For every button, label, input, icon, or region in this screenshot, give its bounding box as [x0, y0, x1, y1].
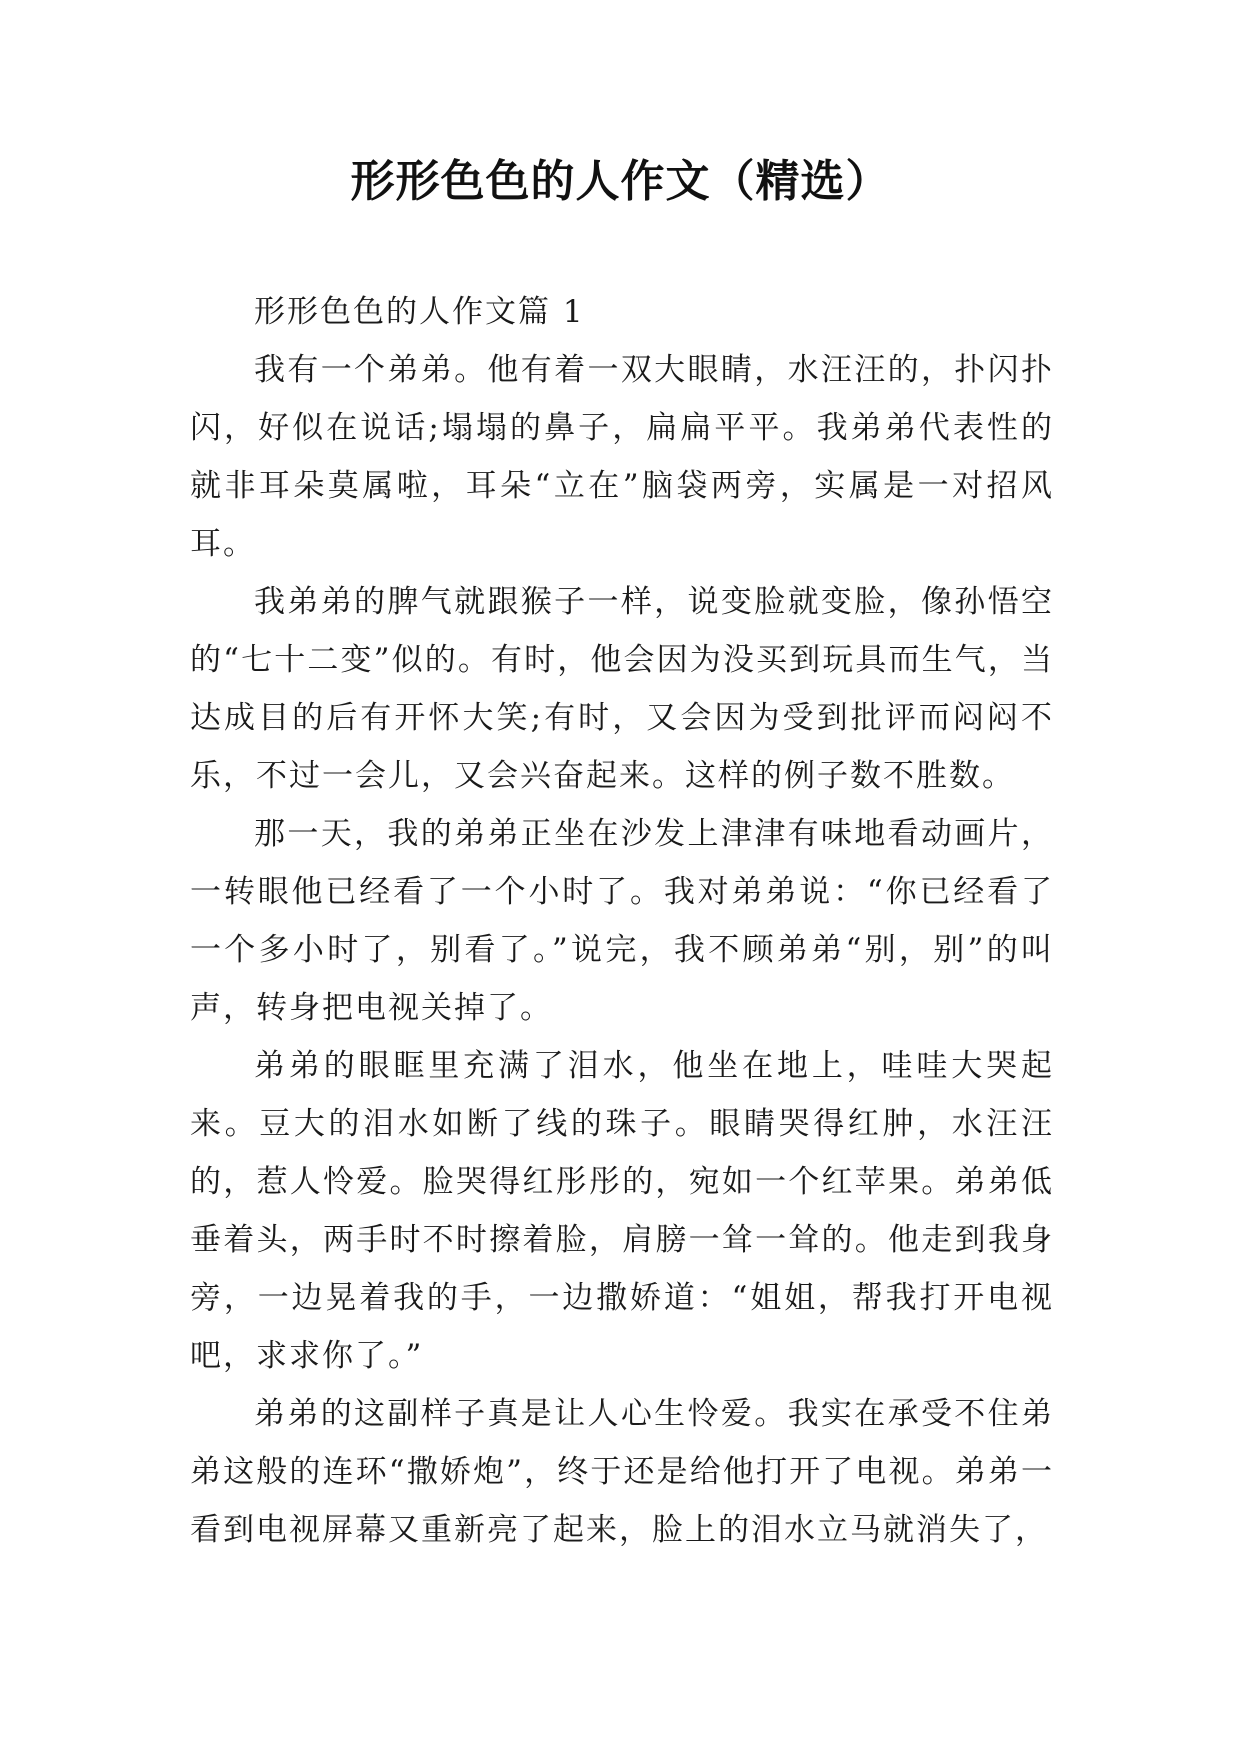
paragraph: 那一天，我的弟弟正坐在沙发上津津有味地看动画片，一转眼他已经看了一个小时了。我对弟弟说：“你已经看了一个多小时了，别看了。”说完，我不顾弟弟“别，别”的叫声，转身把电视关掉了。 — [190, 816, 1054, 1026]
paragraph: 弟弟的这副样子真是让人心生怜爱。我实在承受不住弟弟这般的连环“撒娇炮”，终于还是给他打开了电视。弟弟一看到电视屏幕又重新亮了起来，脸上的泪水立马就消失了， — [190, 1396, 1054, 1548]
paragraph: 我弟弟的脾气就跟猴子一样，说变脸就变脸，像孙悟空的“七十二变”似的。有时，他会因为没买到玩具而生气，当达成目的后有开怀大笑;有时，又会因为受到批评而闷闷不乐，不过一会儿，又会兴奋起来。这样的例子数不胜数。 — [190, 584, 1054, 794]
paragraph: 我有一个弟弟。他有着一双大眼睛，水汪汪的，扑闪扑闪，好似在说话;塌塌的鼻子，扁扁平平。我弟弟代表性的就非耳朵莫属啦，耳朵“立在”脑袋两旁，实属是一对招风耳。 — [190, 352, 1054, 562]
document-title: 形形色色的人作文（精选） — [350, 156, 891, 207]
document-body — [190, 283, 1054, 1559]
paragraph: 弟弟的眼眶里充满了泪水，他坐在地上，哇哇大哭起来。豆大的泪水如断了线的珠子。眼睛哭得红肿，水汪汪的，惹人怜爱。脸哭得红彤彤的，宛如一个红苹果。弟弟低垂着头，两手时不时擦着脸，肩膀一耸一耸的。他走到我身旁，一边晃着我的手，一边撒娇道：“姐姐，帮我打开电视吧，求求你了。” — [190, 1048, 1054, 1374]
section-heading: 形形色色的人作文篇 1 — [254, 294, 585, 330]
